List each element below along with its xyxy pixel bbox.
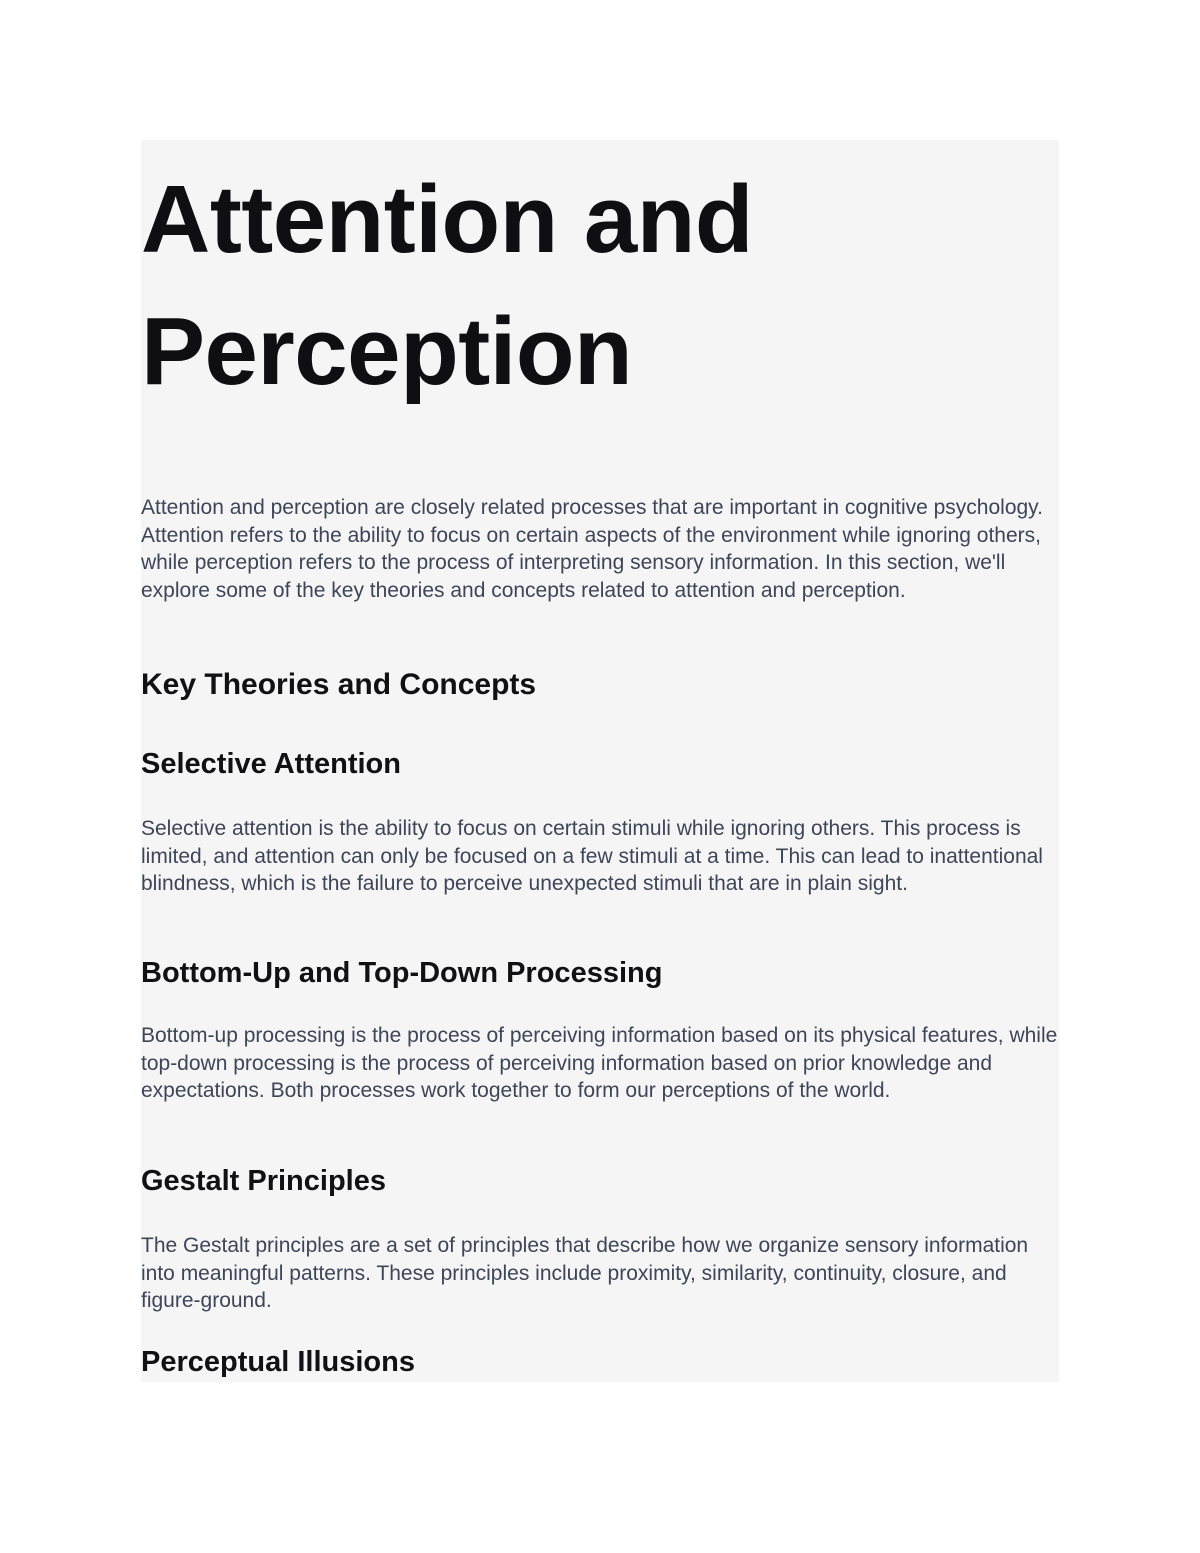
subheading-gestalt-principles: Gestalt Principles	[141, 1165, 386, 1197]
intro-paragraph: Attention and perception are closely related processes that are important in cognitive psychology. Attention refers to the ability to focus on certain aspects of the environment while ignoring others, while perception refers to the process of interpreting sensory information. In this section, we'll explore some of the key theories and concepts related to attention and perception.	[141, 496, 1043, 602]
section-heading-key-theories: Key Theories and Concepts	[141, 668, 537, 701]
paragraph-selective-attention: Selective attention is the ability to focus on certain stimuli while ignoring others. This process is limited, and attention can only be focused on a few stimuli at a time. This can lead to inattentional blindness, which is the failure to perceive unexpected stimuli that are in plain sight.	[141, 817, 1043, 895]
document-page	[141, 140, 1059, 1382]
paragraph-gestalt-principles: The Gestalt principles are a set of principles that describe how we organize sensory information into meaningful patterns. These principles include proximity, similarity, continuity, closure, and figure-ground.	[141, 1234, 1029, 1312]
subheading-perceptual-illusions: Perceptual Illusions	[141, 1346, 415, 1378]
page-title: Attention and Perception	[141, 166, 754, 405]
paragraph-bottom-up-top-down: Bottom-up processing is the process of perceiving information based on its physical features, while top-down processing is the process of perceiving information based on prior knowledge and expectations. Both processes work together to form our perceptions of the world.	[141, 1024, 1058, 1102]
subheading-bottom-up-top-down: Bottom-Up and Top-Down Processing	[141, 957, 663, 989]
subheading-selective-attention: Selective Attention	[141, 748, 401, 780]
